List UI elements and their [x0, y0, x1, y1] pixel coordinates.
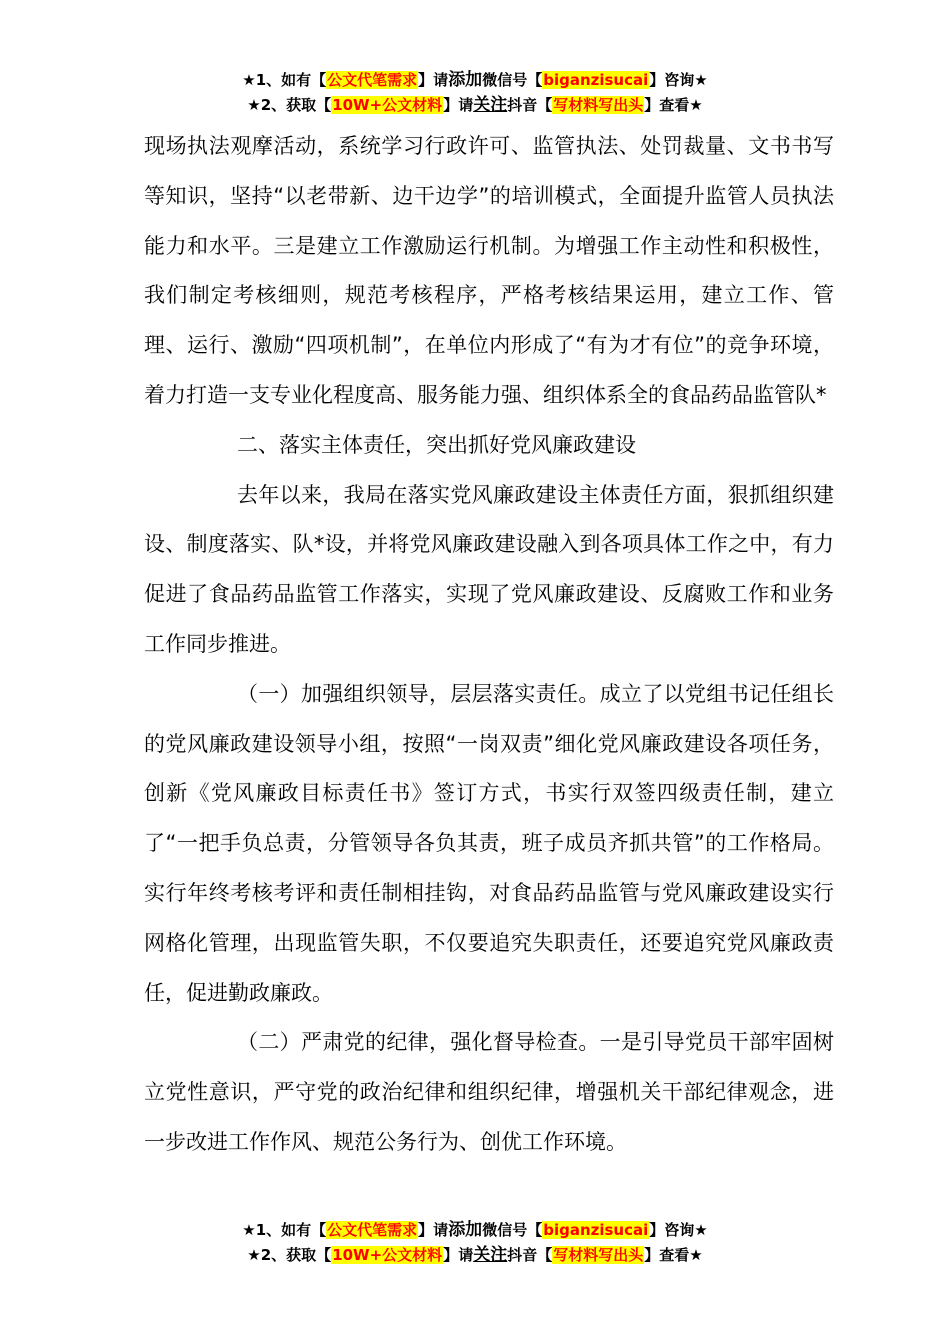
- document-body: [144, 122, 834, 1168]
- section-heading: 二、落实主体责任，突出抓好党风廉政建设: [237, 432, 636, 457]
- emphasis-text: 添加: [448, 70, 483, 90]
- paragraph-2: 去年以来，我局在落实党风廉政建设主体责任方面，狠抓组织建设、制度落实、队*设，并将党风廉政建设融入到各项具体工作之中，有力促进了食品药品监管工作落实，实现了党风廉政建设、反腐败工作和业务工作同步推进。: [144, 482, 834, 656]
- douyin-account: 写材料写出头: [553, 96, 644, 114]
- banner-text: ★1、如有【: [242, 1221, 327, 1239]
- paragraph-1: 现场执法观摩活动，系统学习行政许可、监管执法、处罚裁量、文书书写等知识，坚持“以老带新、边干边学”的培训模式，全面提升监管人员执法能力和水平。三是建立工作激励运行机制。为增强工作主动性和积极性，我们制定考核细则，规范考核程序，严格考核结果运用，建立工作、管理、运行、激励“四项机制”，在单位内形成了“有为才有位”的竞争环境，着力打造一支专业化程度高、服务能力强、组织体系全的食品药品监管队*: [144, 134, 834, 407]
- highlight-text: 公文代笔需求: [327, 1221, 418, 1239]
- emphasis-text: 关注: [473, 95, 508, 115]
- banner-text: 】查看★: [644, 1246, 703, 1264]
- emphasis-text: 关注: [473, 1245, 508, 1265]
- banner-text: 】查看★: [644, 96, 703, 114]
- highlight-text: 10W+公文材料: [332, 1246, 443, 1264]
- banner-text: 】咨询★: [649, 1221, 708, 1239]
- banner-line-1: [0, 69, 950, 94]
- banner-text: 微信号【: [482, 1221, 543, 1239]
- banner-text: 微信号【: [482, 71, 543, 89]
- paragraph-3: （一）加强组织领导，层层落实责任。成立了以党组书记任组长的党风廉政建设领导小组，按照“一岗双责”细化党风廉政建设各项任务，创新《党风廉政目标责任书》签订方式，书实行双签四级责任制，建立了“一把手负总责，分管领导各负其责，班子成员齐抓共管”的工作格局。实行年终考核考评和责任制相挂钩，对食品药品监管与党风廉政建设实行网格化管理，出现监管失职，不仅要追究失职责任，还要追究党风廉政责任，促进勤政廉政。: [144, 681, 834, 1005]
- banner-line-2: [0, 94, 950, 119]
- banner-text: 】咨询★: [649, 71, 708, 89]
- emphasis-text: 添加: [448, 1220, 483, 1240]
- highlight-text: 公文代笔需求: [327, 71, 418, 89]
- wechat-id: biganzisucai: [543, 1221, 649, 1239]
- highlight-text: 10W+公文材料: [332, 96, 443, 114]
- paragraph-4: （二）严肃党的纪律，强化督导检查。一是引导党员干部牢固树立党性意识，严守党的政治纪律和组织纪律，增强机关干部纪律观念，进一步改进工作作风、规范公务行为、创优工作环境。: [144, 1030, 834, 1154]
- banner-text: 】请: [443, 1246, 474, 1264]
- banner-text: 抖音【: [507, 1246, 553, 1264]
- banner-text: 抖音【: [507, 96, 553, 114]
- banner-line-2: [0, 1244, 950, 1269]
- banner-text: 】请: [418, 71, 449, 89]
- douyin-account: 写材料写出头: [553, 1246, 644, 1264]
- footer-banner: [0, 1219, 950, 1269]
- banner-text: ★2、获取【: [247, 96, 332, 114]
- banner-line-1: [0, 1219, 950, 1244]
- wechat-id: biganzisucai: [543, 71, 649, 89]
- banner-text: 】请: [418, 1221, 449, 1239]
- header-banner: [0, 69, 950, 119]
- banner-text: 】请: [443, 96, 474, 114]
- banner-text: ★2、获取【: [247, 1246, 332, 1264]
- banner-text: ★1、如有【: [242, 71, 327, 89]
